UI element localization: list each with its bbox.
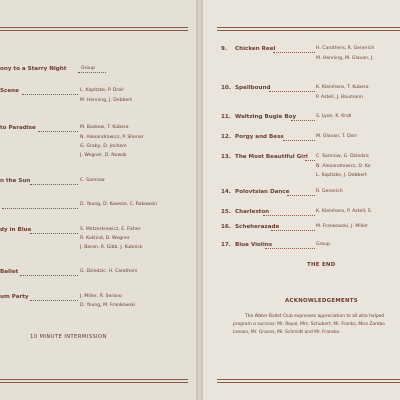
- item-performers: M. Baskow, T. Kubera: [80, 125, 129, 130]
- program-item: [0, 123, 196, 133]
- item-performers: C. Samrow, G. Dziedzic: [316, 154, 370, 159]
- item-performers: H. Carothers, R. Generich: [316, 46, 375, 51]
- intermission-label: 10 MINUTE INTERMISSION: [30, 334, 107, 340]
- item-number: 9.: [221, 46, 228, 52]
- item-performers: L. Kapitzke, P. Drall: [80, 88, 124, 93]
- bottom-rule-2: [0, 382, 188, 383]
- item-performers: M. Henning, J. Debbert: [80, 98, 132, 103]
- program-item: [221, 187, 400, 197]
- top-rule: [0, 27, 188, 28]
- item-performers: D. Young, M. Frankowski: [80, 303, 136, 308]
- item-title: ony to a Starry Night: [0, 66, 67, 72]
- item-title: The Most Beautiful Girl: [235, 154, 308, 160]
- item-title: Scheherazade: [235, 224, 280, 230]
- item-performers: M. Henning, M. Glavan, J.: [316, 56, 374, 61]
- leader-dots: [20, 274, 78, 276]
- the-end-label: THE END: [307, 262, 336, 268]
- leader-dots: [263, 214, 315, 216]
- right-page: [203, 0, 400, 400]
- program-item: [0, 176, 196, 186]
- acknowledgements-line: Lessen, Mr. Graves, Mr. Schmidt and Mr. Franske.: [233, 330, 341, 335]
- item-performers: M. Frankowski, J. Miller: [316, 224, 368, 229]
- item-performers: Group: [316, 242, 330, 247]
- program-item: [0, 64, 196, 74]
- leader-dots: [291, 119, 315, 121]
- item-number: 13.: [221, 154, 231, 160]
- bottom-rule: [0, 379, 188, 380]
- item-title: Chicken Reel: [235, 46, 276, 52]
- bottom-rule-2: [217, 382, 400, 383]
- program-item: [221, 240, 400, 250]
- item-number: 14.: [221, 189, 231, 195]
- leader-dots: [269, 90, 315, 92]
- item-number: 10.: [221, 85, 231, 91]
- item-title: Charleston: [235, 209, 270, 215]
- program-item: [221, 222, 400, 232]
- item-title: Scene: [0, 88, 19, 94]
- top-rule-2: [217, 30, 400, 31]
- item-performers: S. Lyon, K. Kroll: [316, 114, 352, 119]
- item-performers: G. Dziedzic, H. Carothers: [80, 269, 138, 274]
- item-performers: J. Wegner, D. Nowak: [80, 153, 127, 158]
- program-item: [221, 207, 400, 217]
- item-title: to Paradise: [0, 125, 36, 131]
- item-performers: K. Kleinhans, T. Kubera: [316, 85, 369, 90]
- leader-dots: [265, 247, 315, 249]
- leader-dots: [2, 207, 78, 209]
- top-rule-2: [0, 30, 188, 31]
- leader-dots: [30, 183, 78, 185]
- item-title: Ballet: [0, 269, 19, 275]
- leader-dots: [273, 51, 315, 53]
- leader-dots: [30, 232, 78, 234]
- leader-dots: [305, 159, 315, 161]
- acknowledgements-heading: ACKNOWLEDGEMENTS: [285, 298, 358, 304]
- item-performers: M. Glavan, T. Dorr: [316, 134, 358, 139]
- program-item: [221, 112, 400, 122]
- program-item: [0, 225, 196, 235]
- program-item: [0, 267, 196, 277]
- program-item: [221, 44, 400, 54]
- item-performers: J. Miller, R. Serano: [80, 294, 122, 299]
- leader-dots: [30, 299, 78, 301]
- item-performers: R. Generich: [316, 189, 343, 194]
- item-title: Blue Violins: [235, 242, 273, 248]
- item-performers: D. Young, D. Kowske, C. Rakowski: [80, 202, 157, 207]
- program-item: [221, 83, 400, 93]
- acknowledgements-line: program a success: Mr. Royal, Mrs. Schubert, Mr. Franks, Miss Zambo: [233, 322, 385, 327]
- item-performers: S. Metzerkiewicz, E. Fisher: [80, 227, 141, 232]
- item-title: dy in Blue: [0, 227, 32, 233]
- leader-dots: [22, 93, 78, 95]
- program-item: [0, 86, 196, 96]
- leader-dots: [287, 194, 315, 196]
- program-item: [0, 292, 196, 302]
- item-number: 15.: [221, 209, 231, 215]
- item-performers: G. Graby, D. Jochem: [80, 144, 127, 149]
- item-title: Spellbound: [235, 85, 271, 91]
- item-title: n the Sun: [0, 178, 31, 184]
- item-title: Polovtsian Dance: [235, 189, 290, 195]
- leader-dots: [283, 139, 315, 141]
- acknowledgements-line: The Water Ballet Club expresses appreciation to all who helped: [245, 314, 385, 319]
- program-item: [221, 152, 400, 162]
- item-performers: J. Baran, R. Gibb, J. Kubnick: [80, 245, 143, 250]
- top-rule: [217, 27, 400, 28]
- program-item: [221, 132, 400, 142]
- program-item: [0, 200, 196, 210]
- leader-dots: [38, 130, 78, 132]
- item-performers: N. Alexandrowicz, D. Ko: [316, 164, 371, 169]
- item-title: Porgy and Bess: [235, 134, 284, 140]
- item-number: 17.: [221, 242, 231, 248]
- leader-dots: [271, 229, 315, 231]
- item-performers: C. Samrow: [80, 178, 105, 183]
- left-page: [0, 0, 196, 400]
- item-number: 16.: [221, 224, 231, 230]
- item-performers: Group: [81, 66, 95, 71]
- item-performers: K. Kleinhans, P. Astell, S.: [316, 209, 373, 214]
- item-performers: P. Astell, J. Baumann: [316, 95, 363, 100]
- item-number: 11.: [221, 114, 231, 120]
- center-fold: [196, 0, 203, 400]
- item-number: 12.: [221, 134, 231, 140]
- item-title: Waltzing Bugle Boy: [235, 114, 297, 120]
- bottom-rule: [217, 379, 400, 380]
- item-performers: N. Alexandrowicz, P. Shenar: [80, 135, 144, 140]
- item-performers: L. Kapitzke, J. Debbert: [316, 173, 367, 178]
- item-title: um Party: [0, 294, 29, 300]
- item-performers: R. Kuklind, D. Wegner: [80, 236, 130, 241]
